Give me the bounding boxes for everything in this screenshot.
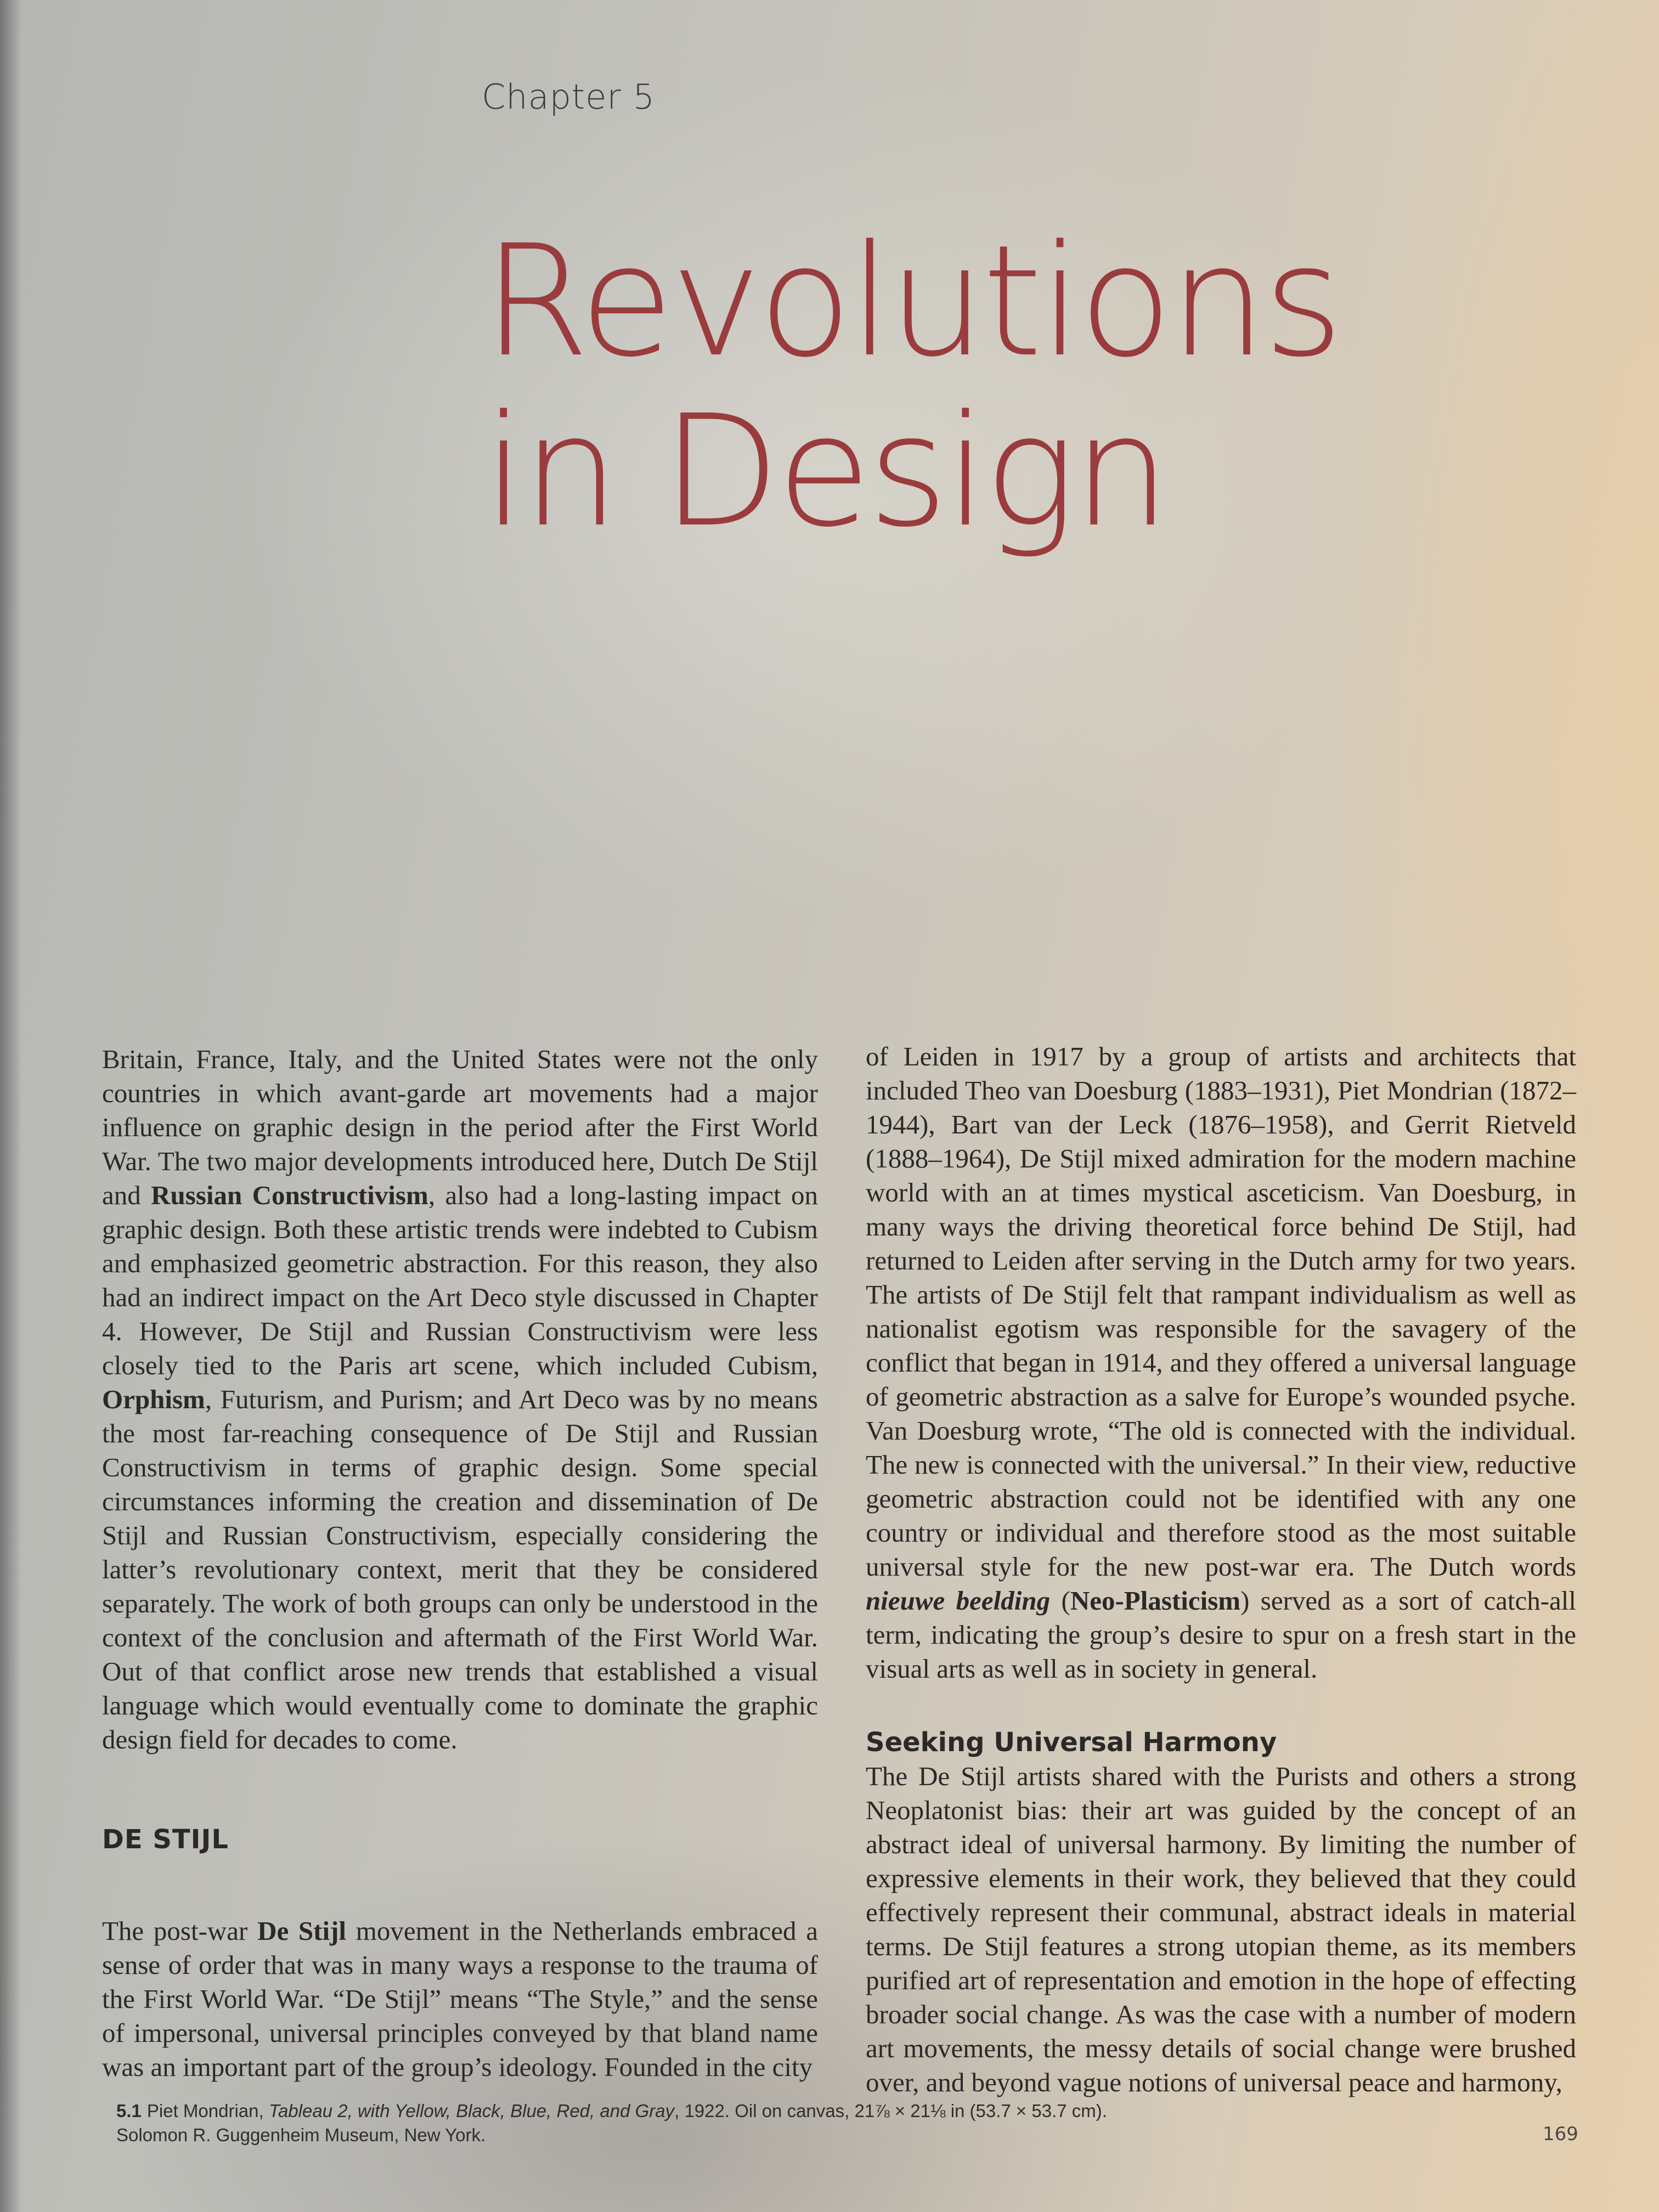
caption-line-1 [116,2099,1268,2123]
left-text-column [102,1042,818,2084]
key-term: Orphism [102,1384,205,1414]
page-number: 169 [1543,2123,1578,2145]
chapter-title [483,212,1340,561]
subsection-heading: Seeking Universal Harmony [866,1727,1277,1758]
intro-paragraph [102,1042,818,1757]
key-term: Russian Constructivism [151,1180,428,1210]
text-run: , also had a long-lasting impact on graphic design. Both these artistic trends were indebted to Cubism and emphasized geometric abstraction. For this reason, they also had an indirect impact on the Art Deco style discussed in Chapter 4. However, De Stijl and Russian Constructivism were less closely tied to the Paris art scene, which included Cubism, [102,1180,819,1380]
key-term: Neo-Plasticism [1070,1585,1241,1616]
text-run: of Leiden in 1917 by a group of artists and architects that included Theo van Doesburg (1883–1931), Piet Mondrian (1872–1944), Bart van der Leck (1876–1958), and Gerrit Rietveld (1888–1964), De Stijl mixed admiration for the modern machine world with an at times mystical asceticism. Van Doesburg, in many ways the driving theoretical force behind De Stijl, had returned to Leiden after serving in the Dutch army for two years. The artists of De Stijl felt that rampant individualism as well as nationalist egotism was responsible for the savagery of the conflict that began in 1914, and they offered a universal language of geometric abstraction as a salve for Europe’s wounded psyche. Van Doesburg wrote, “The old is connected with the individual. The new is connected with the universal.” In their view, reductive geometric abstraction could not be identified with any one country or individual and therefore stood as the most suitable universal style for the new post-war era. The Dutch words [866,1041,1576,1582]
figure-caption [116,2099,1268,2147]
key-term: De Stijl [257,1916,347,1946]
text-run: The post-war [102,1916,258,1946]
chapter-title-line-2: in Design [483,382,1167,561]
right-text-column [866,1040,1576,2100]
text-run: ( [1050,1585,1070,1616]
chapter-label: Chapter 5 [482,77,656,117]
text-run: Britain, France, Italy, and the United States were not the only countries in which avant-garde art movements had a major influence on graphic design in the period after the First World War. The two major developments introduced here, Dutch De Stijl and [102,1044,818,1210]
caption-work-title: Tableau 2, with Yellow, Black, Blue, Red, and Gray [268,2101,675,2121]
text-run: movement in the Netherlands embraced a sense of order that was in many ways a response to the trauma of the First World War. “De Stijl” means “The Style,” and the sense of impersonal, universal principles conveyed by that bland name was an important part of the group’s ideology. Founded in the city [102,1916,819,2082]
page-gutter-shadow [0,0,22,2212]
text-run: , Futurism, and Purism; and Art Deco was by no means the most far-reaching consequence of De Stijl and Russian Constructivism in terms of graphic design. Some special circumstances informing the creation and dissemination of De Stijl and Russian Constructivism, especially considering the latter’s revolutionary context, merit that they be considered separately. The work of both groups can only be understood in the context of the conclusion and aftermath of the First World War. Out of that conflict arose new trends that established a visual language which would eventually come to dominate the graphic design field for decades to come. [102,1384,818,1754]
harmony-paragraph: The De Stijl artists shared with the Purists and others a strong Neoplatonist bias: their art was guided by the concept of an abstract ideal of universal harmony. By limiting the number of expressive elements in their work, they believed that they could effectively represent their communal, abstract ideals in material terms. De Stijl features a strong utopian theme, as its members purified art of representation and emotion in the hope of effecting broader social change. As was the case with a number of modern art movements, the messy details of social change were brushed over, and beyond vague notions of universal peace and harmony, [866,1761,1576,2097]
chapter-title-line-1: Revolutions [483,212,1340,391]
caption-artist: Piet Mondrian, [146,2101,269,2121]
caption-line-2: Solomon R. Guggenheim Museum, New York. [116,2125,486,2145]
de-stijl-paragraph [102,1914,818,2084]
section-heading: DE STIJL [102,1824,229,1855]
figure-number: 5.1 [116,2101,142,2121]
key-term-italic: nieuwe beelding [866,1585,1051,1616]
text-run: ) served as a sort of catch-all term, indicating the group’s desire to spur on a fresh start in the visual arts as well as in society in general. [866,1585,1576,1684]
caption-details: , 1922. Oil on canvas, 21⅞ × 21⅛ in (53.7 × 53.7 cm). [674,2101,1107,2121]
continued-paragraph [866,1040,1576,1686]
